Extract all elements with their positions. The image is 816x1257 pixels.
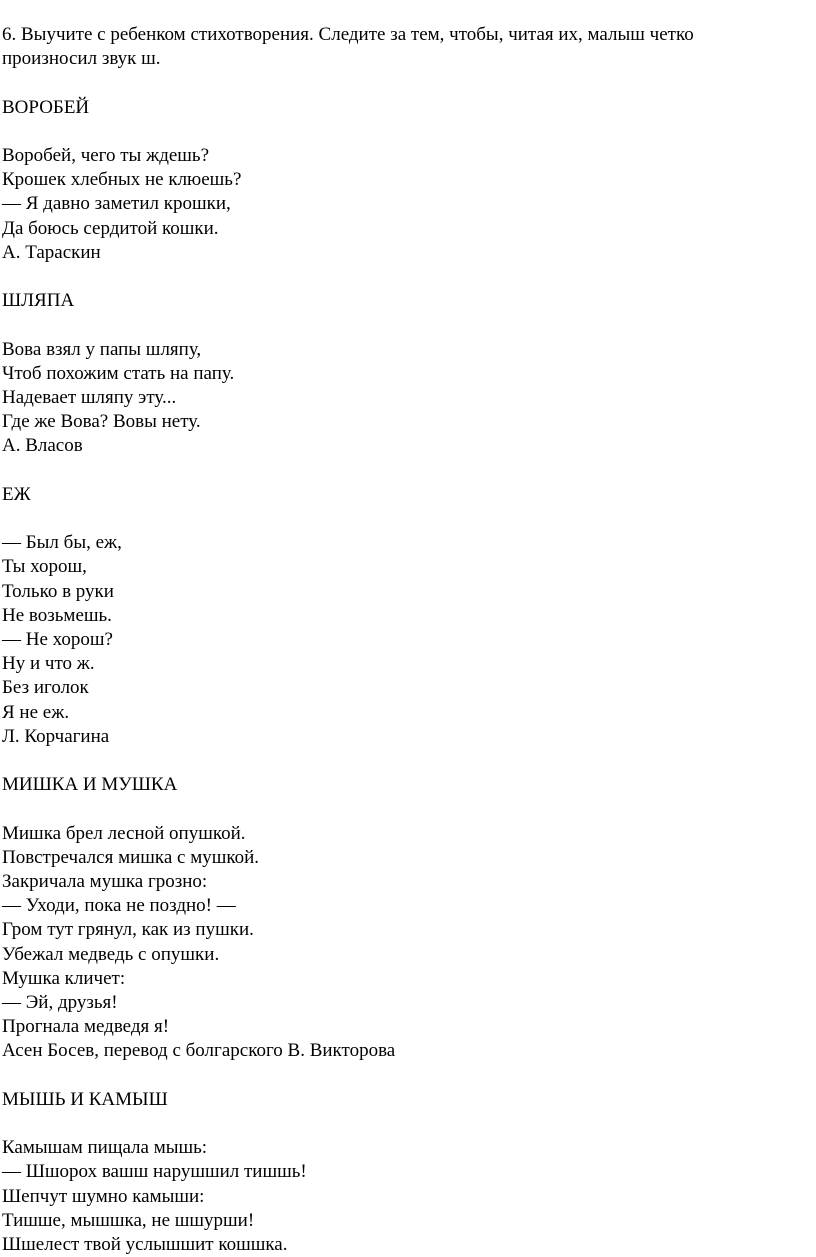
spacer [2, 507, 808, 531]
poem-line: Да боюсь сердитой кошки. [2, 217, 219, 239]
poem-line: — Был бы, еж, [2, 532, 122, 554]
poem-line: — Шшорох вашш нарушшил тишшь! [2, 1161, 307, 1183]
poem-line: — Я давно заметил крошки, [2, 193, 231, 215]
poem-line: Закричала мушка грозно: [2, 870, 208, 892]
poem-line: Крошек хлебных не клюешь? [2, 169, 242, 191]
poem-line: Убежал медведь с опушки. [2, 943, 220, 965]
poem-line: Надевает шляпу эту... [2, 386, 177, 408]
poem-title: ВОРОБЕЙ [2, 96, 90, 118]
poem-line: Без иголок [2, 677, 89, 699]
poem-author: А. Власов [2, 435, 83, 457]
poem-line: Ты хорош, [2, 556, 87, 578]
spacer [2, 265, 808, 289]
poem-author: Асен Босев, перевод с болгарского В. Викторова [2, 1040, 396, 1062]
poem-line: Тишше, мышшка, не шшурши! [2, 1209, 255, 1231]
poem-author: Л. Корчагина [2, 725, 110, 747]
poem-line: Воробей, чего ты ждешь? [2, 144, 210, 166]
poem-line: Чтоб похожим стать на папу. [2, 362, 235, 384]
poem-title: МЫШЬ И КАМЫШ [2, 1088, 168, 1110]
poem-line: Шшелест твой услышшит кошшка. [2, 1234, 288, 1255]
poem-line: Мишка брел лесной опушкой. [2, 822, 246, 844]
poem-line: Я не еж. [2, 701, 70, 723]
spacer [2, 1112, 808, 1136]
poem-line: Гром тут грянул, как из пушки. [2, 919, 254, 941]
poem-line: Только в руки [2, 580, 114, 602]
spacer [2, 797, 808, 821]
spacer [2, 459, 808, 483]
poem-line: Мушка кличет: [2, 967, 126, 989]
poem-line: Не возьмешь. [2, 604, 112, 626]
poem-title: ШЛЯПА [2, 290, 75, 312]
poem-title: МИШКА И МУШКА [2, 774, 178, 796]
instruction-line: произносил звук ш. [2, 48, 161, 70]
poem-line: — Уходи, пока не поздно! — [2, 895, 236, 917]
spacer [2, 120, 808, 144]
poem-line: Где же Вова? Вовы нету. [2, 411, 201, 433]
poem-line: Прогнала медведя я! [2, 1016, 170, 1038]
document-page [2, 23, 808, 1257]
spacer [2, 71, 808, 95]
poem-line: Вова взял у папы шляпу, [2, 338, 202, 360]
poem-title: ЕЖ [2, 483, 31, 505]
poem-line: — Не хорош? [2, 628, 113, 650]
instruction-line: 6. Выучите с ребенком стихотворения. Следите за тем, чтобы, читая их, малыш четко [2, 24, 694, 45]
poem-line: Шепчут шумно камыши: [2, 1185, 205, 1207]
spacer [2, 1064, 808, 1088]
poem-line: Повстречался мишка с мушкой. [2, 846, 260, 868]
poem-line: Камышам пищала мышь: [2, 1137, 208, 1159]
poem-line: — Эй, друзья! [2, 992, 118, 1013]
poem-line: Ну и что ж. [2, 653, 95, 675]
spacer [2, 749, 808, 773]
poem-author: А. Тараскин [2, 241, 101, 263]
spacer [2, 313, 808, 337]
